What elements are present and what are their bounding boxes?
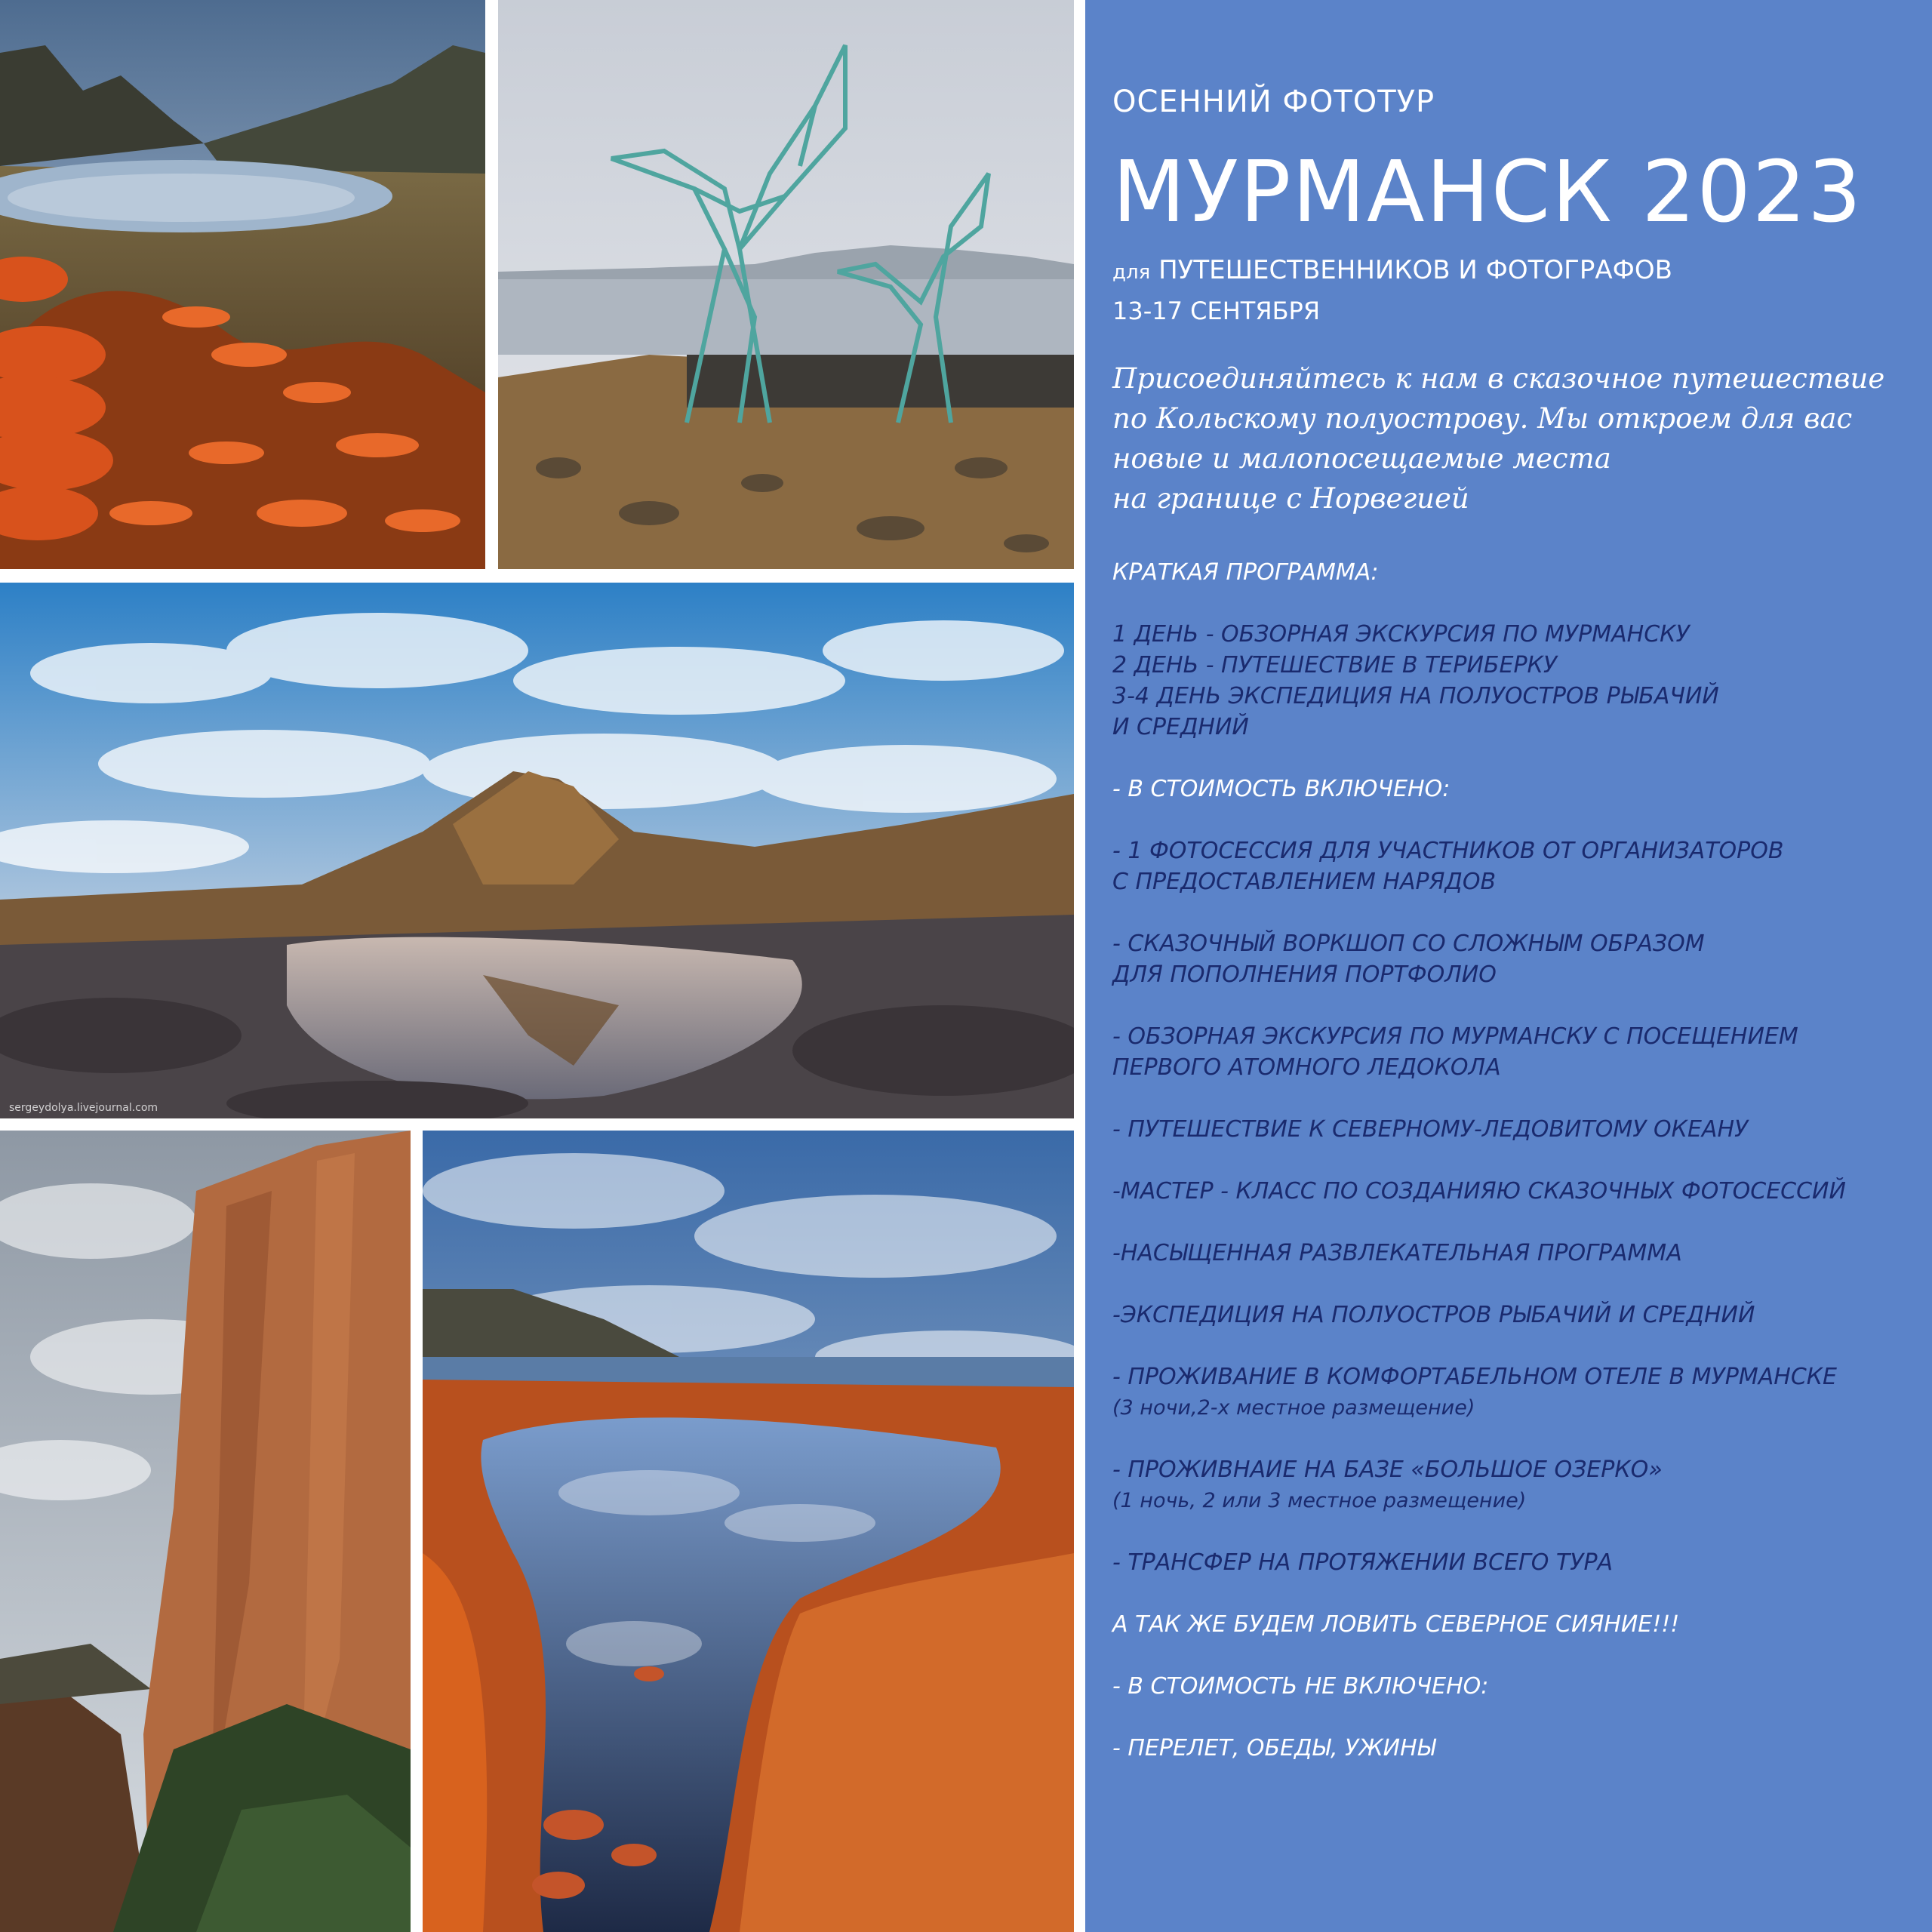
tour-dates: 13-17 СЕНТЯБРЯ — [1112, 297, 1321, 325]
included-item: ПЕРВОГО АТОМНОГО ЛЕДОКОЛА — [1112, 1054, 1501, 1081]
program-day: 3-4 ДЕНЬ ЭКСПЕДИЦИЯ НА ПОЛУОСТРОВ РЫБАЧИЙ — [1112, 683, 1719, 709]
included-item: С ПРЕДОСТАВЛЕНИЕМ НАРЯДОВ — [1112, 869, 1497, 895]
photo-watermark: sergeydolya.livejournal.com — [9, 1102, 158, 1114]
tour-subtitle: ОСЕННИЙ ФОТОТУР — [1112, 85, 1435, 119]
hotel-note: (3 ночи,2-х местное размещение) — [1112, 1396, 1475, 1420]
intro-text — [1112, 358, 1884, 518]
info-panel — [1085, 0, 1932, 1932]
hotel-item: - ПРОЖИВНАИЕ НА БАЗЕ «БОЛЬШОЕ ОЗЕРКО» — [1112, 1457, 1663, 1483]
program-day: 2 ДЕНЬ - ПУТЕШЕСТВИЕ В ТЕРИБЕРКУ — [1112, 652, 1558, 678]
included-heading: - В СТОИМОСТЬ ВКЛЮЧЕНО: — [1112, 776, 1451, 802]
photo-autumn-lake — [0, 0, 485, 569]
included-item: -ЭКСПЕДИЦИЯ НА ПОЛУОСТРОВ РЫБАЧИЙ И СРЕДНИЙ — [1112, 1302, 1755, 1328]
tour-title: МУРМАНСК 2023 — [1112, 143, 1863, 242]
photo-tundra-pond — [423, 1131, 1074, 1932]
intro-line: Присоединяйтесь к нам в сказочное путешествие — [1112, 362, 1885, 395]
hotel-item: - ПРОЖИВАНИЕ В КОМФОРТАБЕЛЬНОМ ОТЕЛЕ В МУРМАНСКЕ — [1112, 1364, 1838, 1390]
not-included-heading: - В СТОИМОСТЬ НЕ ВКЛЮЧЕНО: — [1112, 1673, 1489, 1700]
audience-text: ПУТЕШЕСТВЕННИКОВ И ФОТОГРАФОВ — [1158, 255, 1673, 285]
included-item: - 1 ФОТОСЕССИЯ ДЛЯ УЧАСТНИКОВ ОТ ОРГАНИЗАТОРОВ — [1112, 838, 1784, 864]
transfer-item: - ТРАНСФЕР НА ПРОТЯЖЕНИИ ВСЕГО ТУРА — [1112, 1549, 1614, 1576]
not-included-item: - ПЕРЕЛЕТ, ОБЕДЫ, УЖИНЫ — [1112, 1735, 1436, 1761]
program-day: 1 ДЕНЬ - ОБЗОРНАЯ ЭКСКУРСИЯ ПО МУРМАНСКУ — [1112, 621, 1690, 648]
intro-line: по Кольскому полуострову. Мы откроем для вас — [1112, 402, 1853, 435]
included-item: - ПУТЕШЕСТВИЕ К СЕВЕРНОМУ-ЛЕДОВИТОМУ ОКЕАНУ — [1112, 1116, 1749, 1143]
included-item: - СКАЗОЧНЫЙ ВОРКШОП СО СЛОЖНЫМ ОБРАЗОМ — [1112, 931, 1705, 957]
audience-line — [1112, 255, 1672, 285]
audience-prefix: для — [1112, 261, 1151, 284]
included-item: -НАСЫЩЕННАЯ РАЗВЛЕКАТЕЛЬНАЯ ПРОГРАММА — [1112, 1240, 1682, 1266]
hotel-note: (1 ночь, 2 или 3 местное размещение) — [1112, 1489, 1527, 1512]
aurora-note: А ТАК ЖЕ БУДЕМ ЛОВИТЬ СЕВЕРНОЕ СИЯНИЕ!!! — [1112, 1611, 1680, 1638]
program-day: И СРЕДНИЙ — [1112, 714, 1249, 740]
intro-line: новые и малопосещаемые места — [1112, 442, 1611, 475]
intro-line: на границе с Норвегией — [1112, 482, 1469, 515]
included-item: - ОБЗОРНАЯ ЭКСКУРСИЯ ПО МУРМАНСКУ С ПОСЕЩЕНИЕМ — [1112, 1023, 1798, 1050]
photo-rocky-shore — [0, 583, 1074, 1118]
included-item: ДЛЯ ПОПОЛНЕНИЯ ПОРТФОЛИО — [1112, 961, 1497, 988]
photo-whale-tail-sculptures — [498, 0, 1074, 569]
included-item: -МАСТЕР - КЛАСС ПО СОЗДАНИЯЮ СКАЗОЧНЫХ ФОТОСЕССИЙ — [1112, 1178, 1846, 1204]
photo-cliff-canyon — [0, 1131, 411, 1932]
program-section — [1112, 557, 1920, 1764]
program-heading: КРАТКАЯ ПРОГРАММА: — [1112, 559, 1379, 586]
